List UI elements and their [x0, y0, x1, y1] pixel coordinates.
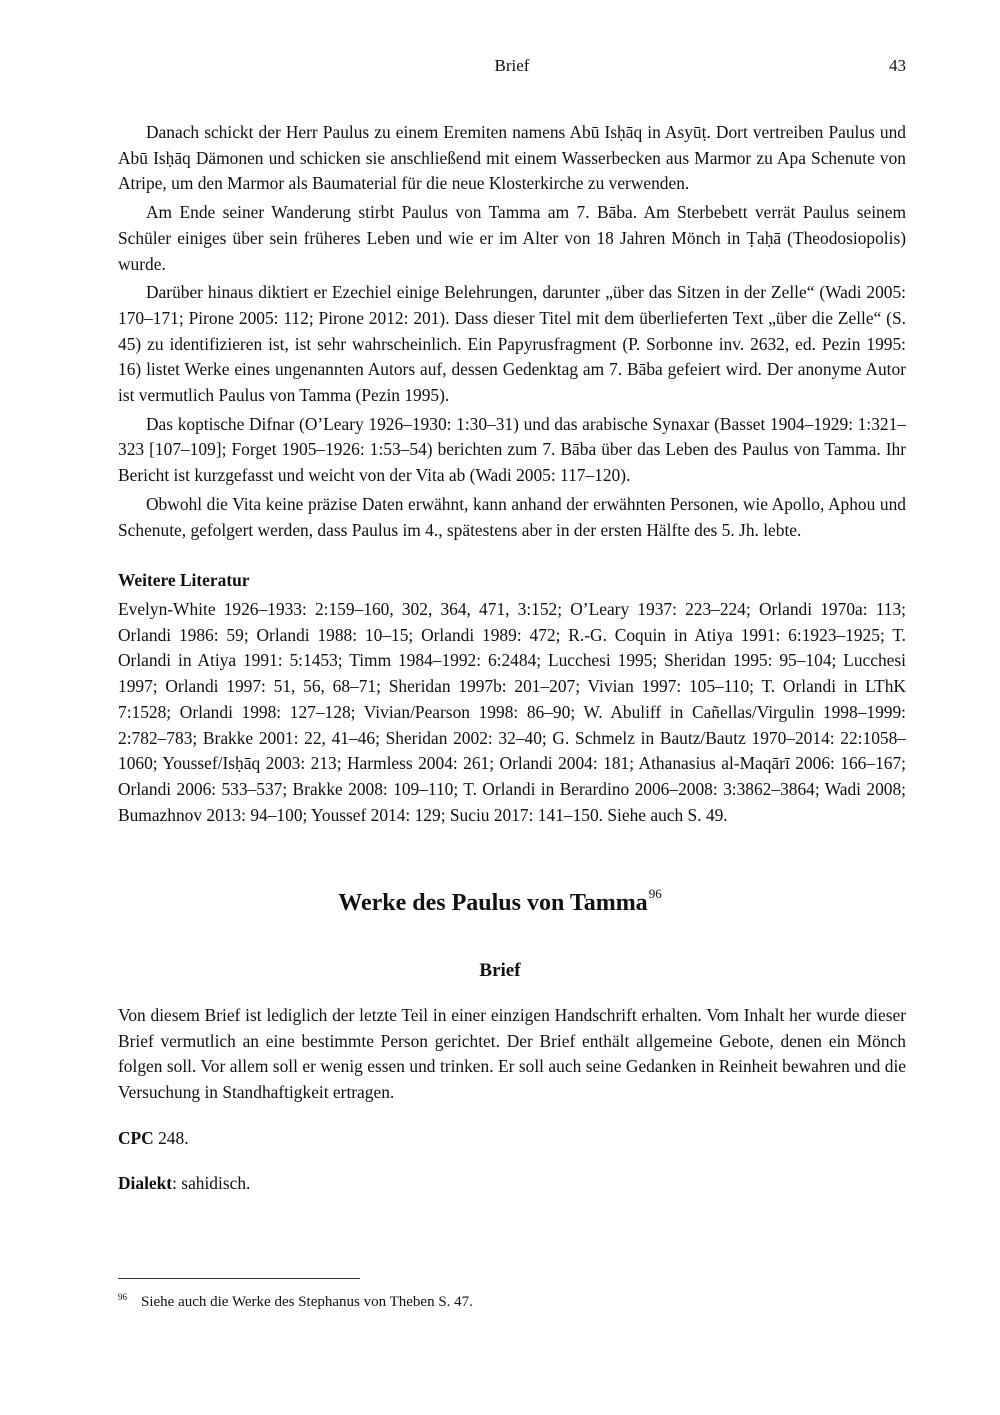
paragraph: Obwohl die Vita keine präzise Daten erwähnt, kann anhand der erwähnten Personen, wie Apollo, Aphou und Schenute, gefolgert werden, dass Paulus im 4., spätestens aber in der ersten Hälfte des 5. Jh. lebte.: [118, 493, 906, 540]
paragraph: Das koptische Difnar (O’Leary 1926–1930: 1:30–31) und das arabische Synaxar (Basset 1904–1929: 1:321–323 [107–109]; Forget 1905–1926: 1:53–54) berichten zum 7. Bāba über das Leben des Paulus von Tamma. Ihr Bericht ist kurzgefasst und weicht von der Vita ab (Wadi 2005: 117–120).: [118, 413, 906, 486]
footnote-reference[interactable]: 96: [648, 886, 662, 901]
work-subtitle: Brief: [479, 960, 521, 981]
paragraph: Am Ende seiner Wanderung stirbt Paulus von Tamma am 7. Bāba. Am Sterbebett verrät Paulus seinem Schüler einiges über sein früheres Leben und wie er im Alter von 18 Jahren Mönch in Ṭaḥā (Theodosiopolis) wurde.: [118, 202, 906, 274]
cpc-label: CPC: [118, 1128, 154, 1148]
literature-block: [118, 597, 906, 828]
paragraph: Von diesem Brief ist lediglich der letzte Teil in einer einzigen Handschrift erhalten. Vom Inhalt her wurde dieser Brief vermutlich an eine bestimmte Person gerichtet. Der Brief enthält allgemeine Gebote, denen ein Mönch folgen soll. Vor allem soll er wenig essen und trinken. Er soll auch seine Gedanken in Reinheit bewahren und die Versuchung in Standhaftigkeit ertragen.: [118, 1005, 906, 1103]
running-title: Brief: [494, 56, 530, 75]
work-description: [118, 1003, 906, 1106]
paragraph: Darüber hinaus diktiert er Ezechiel einige Belehrungen, darunter „über das Sitzen in der Zelle“ (Wadi 2005: 170–171; Pirone 2005: 112; Pirone 2012: 201). Dass dieser Titel mit dem überlieferten Text „über die Zelle“ (S. 45) zu identifizieren ist, ist sehr wahrscheinlich. Ein Papyrusfragment (P. Sorbonne inv. 2632, ed. Pezin 1995: 16) listet Werke eines ungenannten Autors auf, dessen Gedenktag am 7. Bāba gefeiert wird. Der anonyme Autor ist vermutlich Paulus von Tamma (Pezin 1995).: [118, 282, 906, 406]
footnote-number: 96: [118, 1292, 127, 1302]
dialect-value: sahidisch.: [181, 1173, 251, 1193]
section-title-text: Werke des Paulus von Tamma: [338, 890, 648, 916]
literature-list: Evelyn-White 1926–1933: 2:159–160, 302, 364, 471, 3:152; O’Leary 1937: 223–224; Orlandi 1970a: 113; Orlandi 1986: 59; Orlandi 1988: 10–15; Orlandi 1989: 472; R.-G. Coquin in Atiya 1991: 6:1923–1925; T. Orlandi in Atiya 1991: 5:1453; Timm 1984–1992: 6:2484; Lucchesi 1995; Sheridan 1995: 95–104; Lucchesi 1997; Orlandi 1997: 51, 56, 68–71; Sheridan 1997b: 201–207; Vivian 1997: 105–110; T. Orlandi in LThK 7:1528; Orlandi 1998: 127–128; Vivian/Pearson 1998: 86–90; W. Abuliff in Cañellas/Virgulin 1998–1999: 2:782–783; Brakke 2001: 22, 41–46; Sheridan 2002: 32–40; G. Schmelz in Bautz/Bautz 1970–2014: 22:1058–1060; Youssef/Isḥāq 2003: 213; Harmless 2004: 261; Orlandi 2004: 181; Athanasius al-Maqārī 2006: 166–167; Orlandi 2006: 533–537; Brakke 2008: 109–110; T. Orlandi in Berardino 2006–2008: 3:3862–3864; Wadi 2008; Bumazhnov 2013: 94–100; Youssef 2014: 129; Suciu 2017: 141–150. Siehe auch S. 49.: [118, 599, 906, 825]
paragraph: Danach schickt der Herr Paulus zu einem Eremiten namens Abū Isḥāq in Asyūṭ. Dort vertreiben Paulus und Abū Isḥāq Dämonen und schicken sie anschließend mit einem Wasserbecken aus Marmor zu Apa Schenute von Atripe, um den Marmor als Baumaterial für die neue Klosterkirche zu verwenden.: [118, 122, 906, 194]
page-number: 43: [889, 56, 906, 75]
footnote: [118, 1292, 473, 1311]
cpc-line: [118, 1128, 189, 1149]
dialect-label: Dialekt: [118, 1173, 173, 1193]
cpc-value: 248.: [158, 1128, 189, 1148]
running-header: [118, 56, 906, 80]
footnote-text: Siehe auch die Werke des Stephanus von Theben S. 47.: [141, 1294, 473, 1310]
main-text-block: [118, 120, 906, 543]
literature-heading: Weitere Literatur: [118, 570, 250, 590]
footnote-divider: [118, 1278, 360, 1279]
section-title: [0, 886, 1000, 917]
dialect-line: Dialekt: sahidisch.: [118, 1173, 251, 1193]
